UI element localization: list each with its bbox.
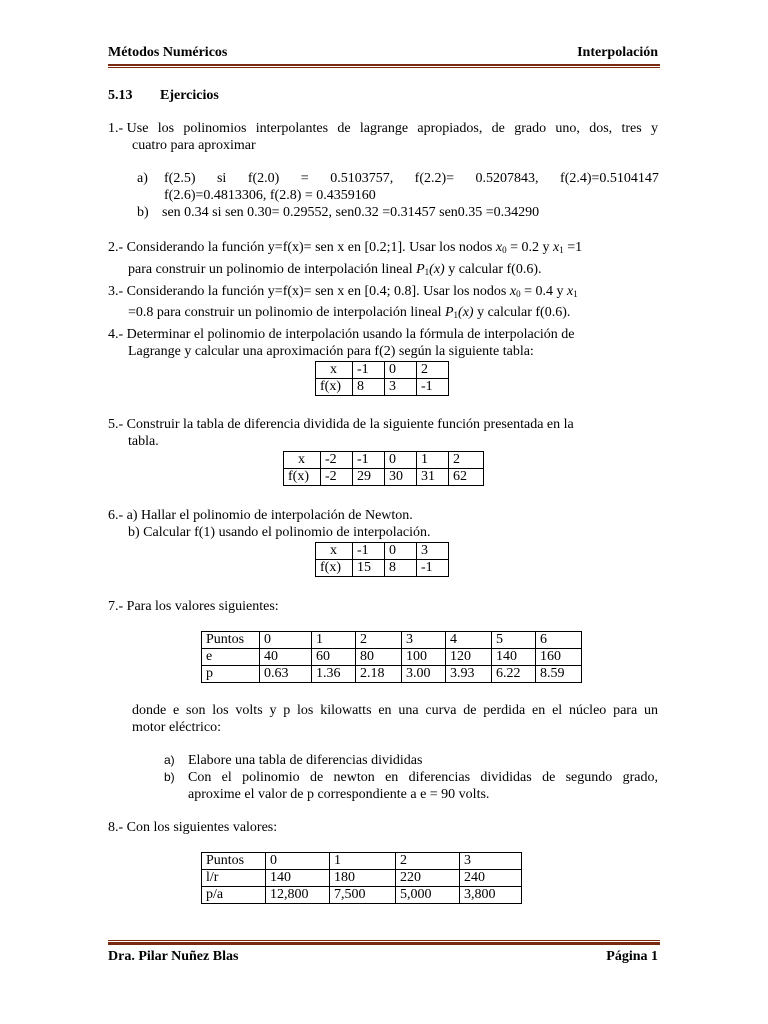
table-row	[316, 560, 449, 577]
ex3-p-arg: (x)	[458, 305, 474, 320]
ex3-x0-val: = 0.4 y	[520, 284, 568, 299]
table-cell: 3	[417, 543, 449, 560]
table-cell: 220	[396, 870, 460, 887]
table-row	[202, 887, 522, 904]
word: segundo	[565, 770, 613, 785]
table-row	[316, 362, 449, 379]
ex7-a-text: Elabore una tabla de diferencias divididas	[188, 753, 423, 768]
ex2-line2-post: y calcular f(0.6).	[444, 262, 542, 277]
ex5-table	[283, 451, 484, 486]
ex1-line1	[108, 120, 658, 137]
ex2-line2-text: para construir un polinomio de interpolación lineal	[128, 262, 417, 277]
word: en	[385, 770, 399, 785]
word: los	[157, 121, 175, 136]
word: lagrange	[359, 121, 409, 136]
ex1-a-label: a)	[137, 171, 148, 186]
ex5-line1: 5.- Construir la tabla de diferencia dividida de la siguiente función presentada en la	[108, 417, 574, 432]
table-row	[202, 649, 582, 666]
table-cell: 3	[460, 853, 522, 870]
ex3-x0-sub: 0	[516, 289, 521, 299]
table-cell: 6	[536, 632, 582, 649]
word: =	[300, 171, 309, 186]
word: de	[491, 121, 505, 136]
word: una	[398, 703, 419, 718]
ex3-x1-sub: 1	[573, 289, 578, 299]
table-cell: 0	[260, 632, 312, 649]
table-cell: 80	[356, 649, 402, 666]
ex7-a-label: a)	[164, 753, 175, 767]
table-cell: 140	[492, 649, 536, 666]
table-cell: p/a	[202, 887, 266, 904]
word: 0.5103757,	[330, 171, 394, 186]
ex1-line2: cuatro para aproximar	[132, 138, 256, 153]
table-cell: -1	[353, 543, 385, 560]
word: y	[651, 121, 658, 136]
ex8-table	[201, 852, 522, 904]
header-right: Interpolación	[577, 45, 658, 60]
ex6-line1: 6.- a) Hallar el polinomio de interpolación de Newton.	[108, 508, 413, 523]
table-cell: 5	[492, 632, 536, 649]
table-cell: 180	[330, 870, 396, 887]
word: en	[532, 703, 546, 718]
ex3-line1	[108, 283, 578, 300]
table-cell: 3.93	[446, 666, 492, 683]
table-cell: 160	[536, 649, 582, 666]
ex7-desc-line1	[132, 702, 658, 719]
word: kilowatts	[320, 703, 372, 718]
table-cell: 2	[396, 853, 460, 870]
ex6-table	[315, 542, 449, 577]
table-cell: -1	[417, 560, 449, 577]
word: grado	[514, 121, 547, 136]
ex7-b-line2: aproxime el valor de p correspondiente a e = 90 volts.	[188, 787, 490, 802]
table-cell: 0	[266, 853, 330, 870]
header-rule-thin	[108, 67, 660, 68]
ex1-b-label: b)	[137, 205, 149, 220]
word: f(2.5)	[164, 171, 196, 186]
table-row	[316, 379, 449, 396]
word: si	[216, 171, 227, 186]
word: son	[186, 703, 206, 718]
table-cell: 3,800	[460, 887, 522, 904]
table-cell: f(x)	[284, 469, 321, 486]
word: los	[212, 703, 229, 718]
table-row	[284, 452, 484, 469]
table-cell: 6.22	[492, 666, 536, 683]
ex2-x0-val: = 0.2 y	[506, 240, 554, 255]
table-cell: 1	[330, 853, 396, 870]
ex6-line2: b) Calcular f(1) usando el polinomio de interpolación.	[128, 525, 431, 540]
table-cell: 1	[312, 632, 356, 649]
table-cell: 62	[449, 469, 484, 486]
table-cell: 15	[353, 560, 385, 577]
table-cell: l/r	[202, 870, 266, 887]
ex2-x1-val: =1	[563, 240, 583, 255]
word: p	[283, 703, 291, 718]
word: e	[173, 703, 180, 718]
table-cell: 3	[402, 632, 446, 649]
table-cell: 8.59	[536, 666, 582, 683]
table-row	[316, 543, 449, 560]
ex2-line1-text: 2.- Considerando la función y=f(x)= sen x en [0.2;1]. Usar los nodos	[108, 240, 496, 255]
word: de	[542, 770, 556, 785]
word: y	[269, 703, 277, 718]
word: donde	[132, 703, 167, 718]
table-cell: p	[202, 666, 260, 683]
word: f(2.4)=0.5104147	[560, 171, 659, 186]
word: 1.- Use	[108, 121, 149, 136]
ex3-x1: x	[567, 284, 574, 299]
word: polinomio	[242, 770, 300, 785]
ex3-line1-text: 3.- Considerando la función y=f(x)= sen x en [0.4; 0.8]. Usar los nodos	[108, 284, 510, 299]
table-cell: -2	[321, 469, 353, 486]
table-cell: 40	[260, 649, 312, 666]
table-cell: -1	[417, 379, 449, 396]
table-cell: x	[284, 452, 321, 469]
table-cell: 0	[385, 452, 417, 469]
table-cell: 30	[385, 469, 417, 486]
word: f(2.2)=	[414, 171, 455, 186]
word: de	[463, 703, 477, 718]
ex2-x1: x	[553, 240, 560, 255]
ex2-x1-sub: 1	[559, 245, 564, 255]
section-title: Ejercicios	[160, 88, 219, 103]
ex4-line1: 4.- Determinar el polinomio de interpolación usando la fórmula de interpolación de	[108, 327, 575, 342]
table-row	[202, 666, 582, 683]
ex4-line2: Lagrange y calcular una aproximación para f(2) según la siguiente tabla:	[128, 344, 534, 359]
table-cell: 140	[266, 870, 330, 887]
table-cell: x	[316, 362, 353, 379]
table-cell: 3	[385, 379, 417, 396]
table-row	[284, 469, 484, 486]
word: 0.5207843,	[475, 171, 539, 186]
ex1-a-line1	[164, 170, 659, 187]
table-cell: 31	[417, 469, 449, 486]
table-cell: 4	[446, 632, 492, 649]
table-cell: 1.36	[312, 666, 356, 683]
ex2-line2	[128, 261, 542, 278]
ex3-p: P	[444, 305, 454, 320]
table-cell: 7,500	[330, 887, 396, 904]
table-cell: f(x)	[316, 379, 353, 396]
word: de	[337, 121, 351, 136]
header-left: Métodos Numéricos	[108, 45, 228, 60]
word: núcleo	[568, 703, 607, 718]
footer-left: Dra. Pilar Nuñez Blas	[108, 949, 239, 964]
footer-rule	[108, 942, 660, 945]
word: diferencias	[408, 770, 471, 785]
word: dos,	[589, 121, 613, 136]
word: en	[378, 703, 392, 718]
ex7-table	[201, 631, 582, 683]
ex7-line1: 7.- Para los valores siguientes:	[108, 599, 279, 614]
table-cell: 12,800	[266, 887, 330, 904]
ex1-a-line2: f(2.6)=0.4813306, f(2.8) = 0.4359160	[164, 188, 376, 203]
word: para	[613, 703, 638, 718]
word: volts	[235, 703, 263, 718]
ex3-x0: x	[509, 284, 517, 299]
word: divididas	[480, 770, 532, 785]
ex3-line2	[128, 304, 570, 321]
word: de	[310, 770, 324, 785]
word: interpolantes	[255, 121, 329, 136]
ex2-x0: x	[495, 240, 503, 255]
table-cell: 3.00	[402, 666, 446, 683]
ex2-x0-sub: 0	[502, 245, 507, 255]
word: el	[552, 703, 563, 718]
ex2-p-sub: 1	[424, 267, 430, 277]
table-cell: 2	[417, 362, 449, 379]
word: apropiados,	[417, 121, 483, 136]
word: los	[297, 703, 314, 718]
table-cell: 2.18	[356, 666, 402, 683]
ex5-line2: tabla.	[128, 434, 159, 449]
table-cell: 0	[385, 543, 417, 560]
table-cell: f(x)	[316, 560, 353, 577]
table-cell: 120	[446, 649, 492, 666]
table-cell: 5,000	[396, 887, 460, 904]
word: grado,	[622, 770, 658, 785]
section-number: 5.13	[108, 88, 133, 103]
table-cell: -2	[321, 452, 353, 469]
ex7-b-line1	[188, 769, 658, 786]
ex7-desc-line2: motor eléctrico:	[132, 720, 222, 735]
table-cell: x	[316, 543, 353, 560]
word: el	[221, 770, 232, 785]
word: f(2.0)	[247, 171, 280, 186]
header-rule	[108, 64, 660, 66]
table-cell: 0.63	[260, 666, 312, 683]
word: un	[643, 703, 658, 718]
word: tres	[621, 121, 642, 136]
ex7-b-label: b)	[164, 770, 175, 784]
word: polinomios	[183, 121, 247, 136]
table-cell: 60	[312, 649, 356, 666]
ex3-p-sub: 1	[453, 310, 459, 320]
word: uno,	[555, 121, 580, 136]
ex1-b-line: sen 0.34 si sen 0.30= 0.29552, sen0.32 =0.31457 sen0.35 =0.34290	[162, 205, 540, 220]
table-cell: 2	[449, 452, 484, 469]
ex2-line1	[108, 239, 582, 256]
table-cell: 0	[385, 362, 417, 379]
ex3-line2-post: y calcular f(0.6).	[473, 305, 571, 320]
footer-rule-thin	[108, 940, 660, 941]
ex3-line2-text: =0.8 para construir un polinomio de interpolación lineal	[128, 305, 445, 320]
word: Con	[188, 770, 212, 785]
table-cell: Puntos	[202, 853, 266, 870]
table-row	[202, 853, 522, 870]
table-row	[202, 870, 522, 887]
table-cell: 100	[402, 649, 446, 666]
word: perdida	[483, 703, 526, 718]
table-cell: 1	[417, 452, 449, 469]
table-cell: 8	[353, 379, 385, 396]
table-cell: -1	[353, 362, 385, 379]
table-cell: 29	[353, 469, 385, 486]
table-cell: e	[202, 649, 260, 666]
table-row	[202, 632, 582, 649]
table-cell: 240	[460, 870, 522, 887]
table-cell: 8	[385, 560, 417, 577]
table-cell: -1	[353, 452, 385, 469]
word: curva	[425, 703, 457, 718]
ex2-p: P	[416, 262, 425, 277]
table-cell: Puntos	[202, 632, 260, 649]
ex2-p-arg: (x)	[429, 262, 445, 277]
table-cell: 2	[356, 632, 402, 649]
ex4-table	[315, 361, 449, 396]
footer-right: Página 1	[606, 949, 658, 964]
ex8-line1: 8.- Con los siguientes valores:	[108, 820, 278, 835]
word: newton	[333, 770, 375, 785]
